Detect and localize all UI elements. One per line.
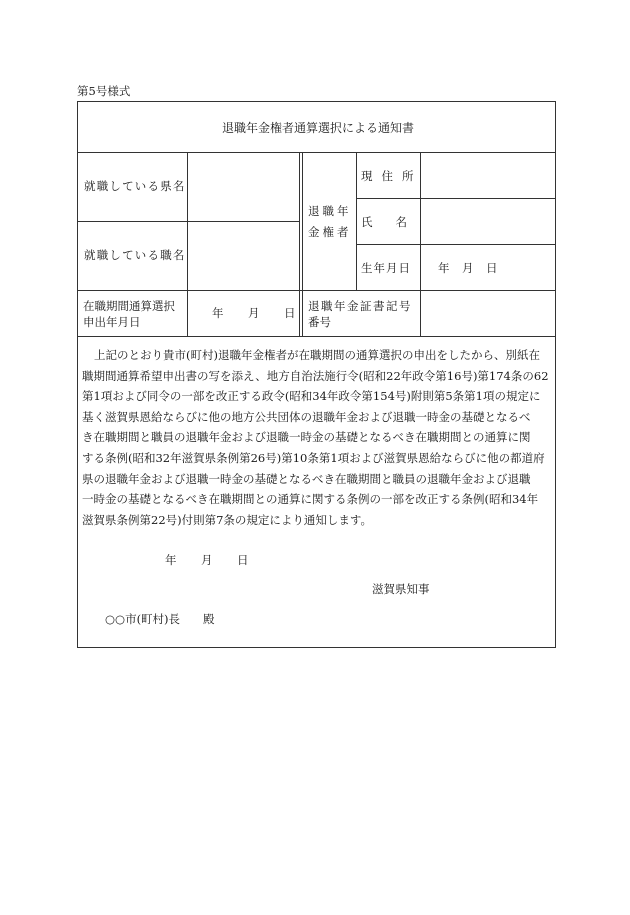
body-line: 滋賀県条例第22号)付則第7条の規定により通知します。 bbox=[82, 512, 373, 527]
body-line: 上記のとおり貴市(町村)退職年金権者が在職期間の通算選択の申出をしたから、別紙在 bbox=[94, 348, 540, 362]
birth-day: 日 bbox=[486, 261, 498, 275]
notice-day: 日 bbox=[237, 553, 249, 567]
rule-address bbox=[356, 198, 556, 199]
name-label: 氏 名 bbox=[361, 215, 407, 229]
rule-double-b bbox=[302, 152, 303, 336]
birth-year: 年 bbox=[438, 261, 450, 275]
notice-year: 年 bbox=[165, 553, 177, 567]
rule-double-a bbox=[299, 152, 300, 336]
cert-label-1: 退職年金証書記号 bbox=[308, 299, 412, 313]
notice-body bbox=[82, 345, 552, 530]
date-label-2: 申出年月日 bbox=[83, 315, 141, 329]
rule-left-label bbox=[187, 152, 188, 336]
form-number: 第5号様式 bbox=[77, 84, 131, 98]
body-line: 県の退職年金および退職一時金の基礎となるべき在職期間と職員の退職年金および退職 bbox=[82, 471, 531, 486]
issuer: 滋賀県知事 bbox=[372, 582, 430, 596]
date-year: 年 bbox=[212, 306, 224, 320]
rule-date-top bbox=[77, 290, 556, 291]
date-month: 月 bbox=[248, 306, 260, 320]
form-title: 退職年金権者通算選択による通知書 bbox=[222, 121, 415, 135]
date-day: 日 bbox=[284, 306, 296, 320]
rule-date-bottom bbox=[77, 336, 556, 337]
body-line: 一時金の基礎となるべき在職期間との通算に関する条例の一部を改正する条例(昭和34年 bbox=[82, 492, 539, 507]
body-line: 職期間通算希望申出書の写を添え、地方自治法施行令(昭和22年政令第16号)第174条の62 bbox=[82, 368, 549, 383]
body-line: 第1項および同令の一部を改正する政令(昭和34年政令第154号)附則第5条第1項の規定に bbox=[82, 389, 541, 404]
rule-left-mid bbox=[77, 221, 300, 222]
rule-title bbox=[77, 152, 556, 153]
body-line: き在職期間と職員の退職年金および退職一時金の基礎となるべき在職期間との通算に関 bbox=[82, 430, 531, 445]
date-label-1: 在職期間通算選択 bbox=[83, 299, 175, 313]
pensioner-group-label-2: 金権者 bbox=[308, 225, 352, 239]
address-label: 現住所 bbox=[361, 169, 423, 183]
body-line: する条例(昭和32年滋賀県条例第26号)第10条第1項および滋賀県恩給ならびに他の都道府 bbox=[82, 450, 545, 465]
body-line: 基く滋賀県恩給ならびに他の地方公共団体の退職年金および退職一時金の基礎となるべ bbox=[82, 409, 531, 424]
pensioner-group-label-1: 退職年 bbox=[308, 204, 352, 218]
cert-label-2: 番号 bbox=[308, 315, 331, 329]
notice-month: 月 bbox=[201, 553, 213, 567]
prefecture-label: 就職している県名 bbox=[84, 179, 186, 193]
birth-month: 月 bbox=[462, 261, 474, 275]
birthdate-label: 生年月日 bbox=[361, 261, 411, 275]
position-label: 就職している職名 bbox=[84, 248, 186, 262]
rule-name bbox=[356, 244, 556, 245]
rule-group bbox=[356, 152, 357, 290]
addressee: ○○市(町村)長 殿 bbox=[105, 612, 215, 626]
